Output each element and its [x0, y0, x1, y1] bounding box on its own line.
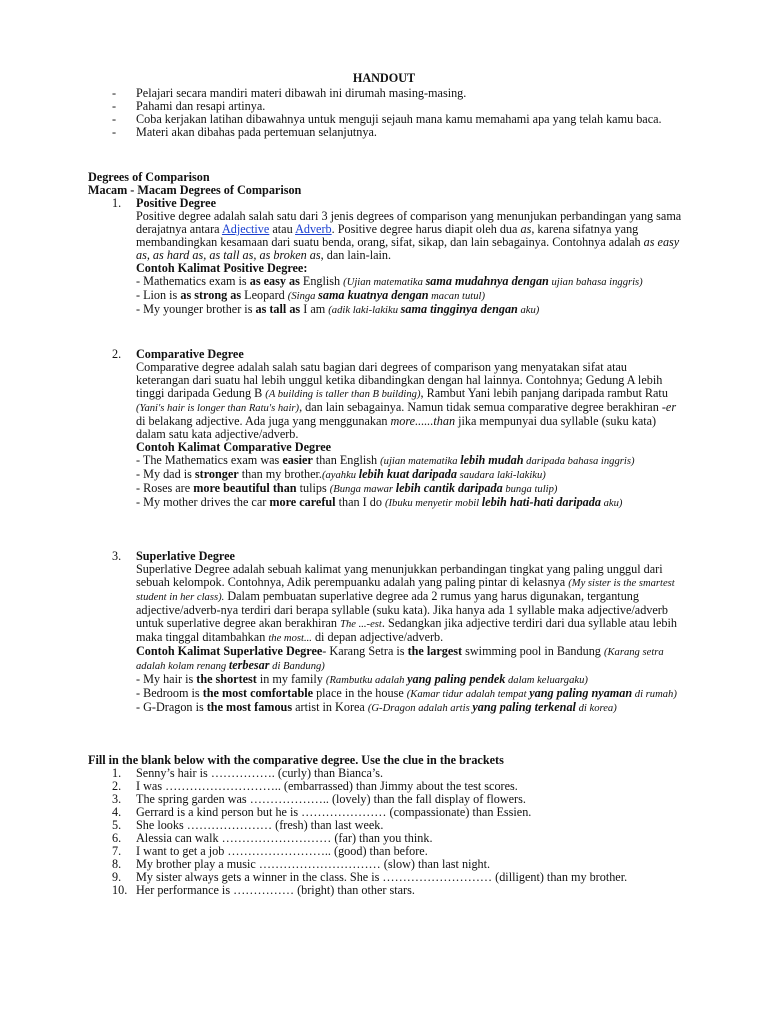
instruction-text: Pelajari secara mandiri materi dibawah ini dirumah masing-masing.: [136, 86, 467, 100]
adjective-link[interactable]: Adjective: [221, 222, 270, 236]
exercise-text: Alessia can walk ……………………… (far) than you think.: [136, 831, 433, 845]
section-paragraph: Superlative Degree adalah sebuah kalimat yang menunjukkan perbandingan tingkat yang paling unggul dari sebuah kelompok. Contohnya, Adik perempuanku adalah yang paling pintar di kelasnya (My sister is the smartest student in her class). Dalam pembuatan superlative degree ada 2 rumus yang harus digunakan, tergantung adjective/adverb-nya terdiri dari berapa syllable (suku kata). Jika hanya ada 1 syllable maka adjective/adverb untuk superlative degree akan berakhiran The ...-est. Sedangkan jika adjective terdiri dari dua syllable atau lebih maka tinggal ditambahkan the most... di depan adjective/adverb.: [136, 562, 677, 644]
example-sentence: - Roses are more beautiful than tulips (Bunga mawar lebih cantik daripada bunga tulip): [136, 481, 558, 495]
instruction-text: Coba kerjakan latihan dibawahnya untuk menguji sejauh mana kamu memahami apa yang telah kamu baca.: [136, 112, 662, 126]
exercise-list: [112, 767, 672, 897]
example-sentence: - G-Dragon is the most famous artist in Korea (G-Dragon adalah artis yang paling terkenal di korea): [136, 700, 617, 714]
dash-marker: -: [112, 125, 117, 139]
degrees-heading: Degrees of Comparison: [88, 170, 210, 184]
section-paragraph: Comparative degree adalah salah satu bagian dari degrees of comparison yang menyatakan sifat atau keterangan dari suatu hal lebih unggul ketika dibandingkan dengan hal lainnya. Contohnya; Gedung A lebih tinggi daripada Gedung B (A building is taller than B building), Rambut Yani lebih panjang daripada rambut Ratu (Yani's hair is longer than Ratu's hair), dan lain sebagainya. Namun tidak semua comparative degree berakhiran -er di belakang adjective. Ada juga yang menggunakan more......than jika mempunyai dua syllable (suku kata) dalam satu kata adjective/adverb.: [136, 360, 677, 441]
dash-marker: -: [112, 112, 117, 126]
exercise-text: The spring garden was ……………….. (lovely) than the fall display of flowers.: [136, 792, 526, 806]
exercise-title: Fill in the blank below with the comparative degree. Use the clue in the brackets: [88, 753, 504, 767]
dash-marker: -: [112, 99, 117, 113]
exercise-number: 7.: [112, 844, 122, 858]
example-sentence: - Lion is as strong as Leopard (Singa sama kuatnya dengan macan tutul): [136, 288, 485, 302]
adverb-link[interactable]: Adverb: [295, 222, 332, 236]
example-sentence: - Mathematics exam is as easy as English (Ujian matematika sama mudahnya dengan ujian bahasa inggris): [136, 274, 643, 288]
exercise-text: I want to get a job …………………….. (good) than before.: [136, 844, 428, 858]
example-sentence: - My younger brother is as tall as I am (adik laki-lakiku sama tingginya dengan aku): [136, 302, 540, 316]
example-sentence: - My mother drives the car more careful than I do (Ibuku menyetir mobil lebih hati-hati daripada aku): [136, 495, 623, 509]
instruction-list: [112, 87, 672, 139]
exercise-text: Senny’s hair is ……………. (curly) than Bianca’s.: [136, 766, 384, 780]
exercise-text: Gerrard is a kind person but he is ………………… (compassionate) than Essien.: [136, 805, 532, 819]
positive-degree-section: [112, 197, 682, 317]
section-number: 2.: [112, 347, 122, 361]
exercise-text: My brother play a music ………………………… (slow) than last night.: [136, 857, 491, 871]
section-title: Positive Degree: [136, 196, 216, 210]
types-heading: Macam - Macam Degrees of Comparison: [88, 183, 302, 197]
section-number: 3.: [112, 549, 122, 563]
exercise-text: She looks ………………… (fresh) than last week.: [136, 818, 384, 832]
example-sentence: Contoh Kalimat Superlative Degree- Karang Setra is the largest swimming pool in Bandung (Karang setra adalah kolam renang terbesar di Bandung): [136, 644, 664, 672]
dash-marker: -: [112, 86, 117, 100]
example-sentence: - My hair is the shortest in my family (Rambutku adalah yang paling pendek dalam keluargaku): [136, 672, 588, 686]
exercise-number: 1.: [112, 766, 122, 780]
examples-title: Contoh Kalimat Positive Degree:: [136, 261, 308, 275]
exercise-item: [112, 884, 672, 897]
example-sentence: - My dad is stronger than my brother.(ayahku lebih kuat daripada saudara laki-lakiku): [136, 467, 546, 481]
exercise-number: 10.: [112, 883, 128, 897]
exercise-text: I was ……………………….. (embarrassed) than Jimmy about the test scores.: [136, 779, 518, 793]
section-number: 1.: [112, 196, 122, 210]
superlative-degree-section: [112, 550, 682, 715]
section-title: Comparative Degree: [136, 347, 244, 361]
exercise-number: 9.: [112, 870, 122, 884]
examples-title: Contoh Kalimat Comparative Degree: [136, 440, 332, 454]
exercise-number: 5.: [112, 818, 122, 832]
section-title: Superlative Degree: [136, 549, 235, 563]
instruction-text: Pahami dan resapi artinya.: [136, 99, 266, 113]
examples-title: Contoh Kalimat Superlative Degree: [136, 644, 323, 658]
exercise-number: 2.: [112, 779, 122, 793]
section-paragraph: Positive degree adalah salah satu dari 3 jenis degrees of comparison yang menunjukan perbandingan yang sama derajatnya antara Adjective atau Adverb. Positive degree harus diapit oleh dua as, karena sifatnya yang membandingkan kesamaan dari suatu benda, orang, sifat, sikap, dan lain sebagainya. Contohnya adalah as easy as, as hard as, as tall as, as broken as, dan lain-lain.: [136, 209, 682, 262]
comparative-degree-section: [112, 348, 682, 510]
example-sentence: - Bedroom is the most comfortable place in the house (Kamar tidur adalah tempat yang paling nyaman di rumah): [136, 686, 677, 700]
exercise-text: Her performance is …………… (bright) than other stars.: [136, 883, 415, 897]
instruction-text: Materi akan dibahas pada pertemuan selanjutnya.: [136, 125, 377, 139]
exercise-text: My sister always gets a winner in the class. She is ……………………… (dilligent) than my brother.: [136, 870, 628, 884]
example-sentence: - The Mathematics exam was easier than English (ujian matematika lebih mudah daripada bahasa inggris): [136, 453, 635, 467]
exercise-number: 8.: [112, 857, 122, 871]
exercise-number: 3.: [112, 792, 122, 806]
instruction-item: [112, 126, 672, 139]
exercise-number: 6.: [112, 831, 122, 845]
exercise-number: 4.: [112, 805, 122, 819]
handout-title: HANDOUT: [352, 71, 416, 85]
